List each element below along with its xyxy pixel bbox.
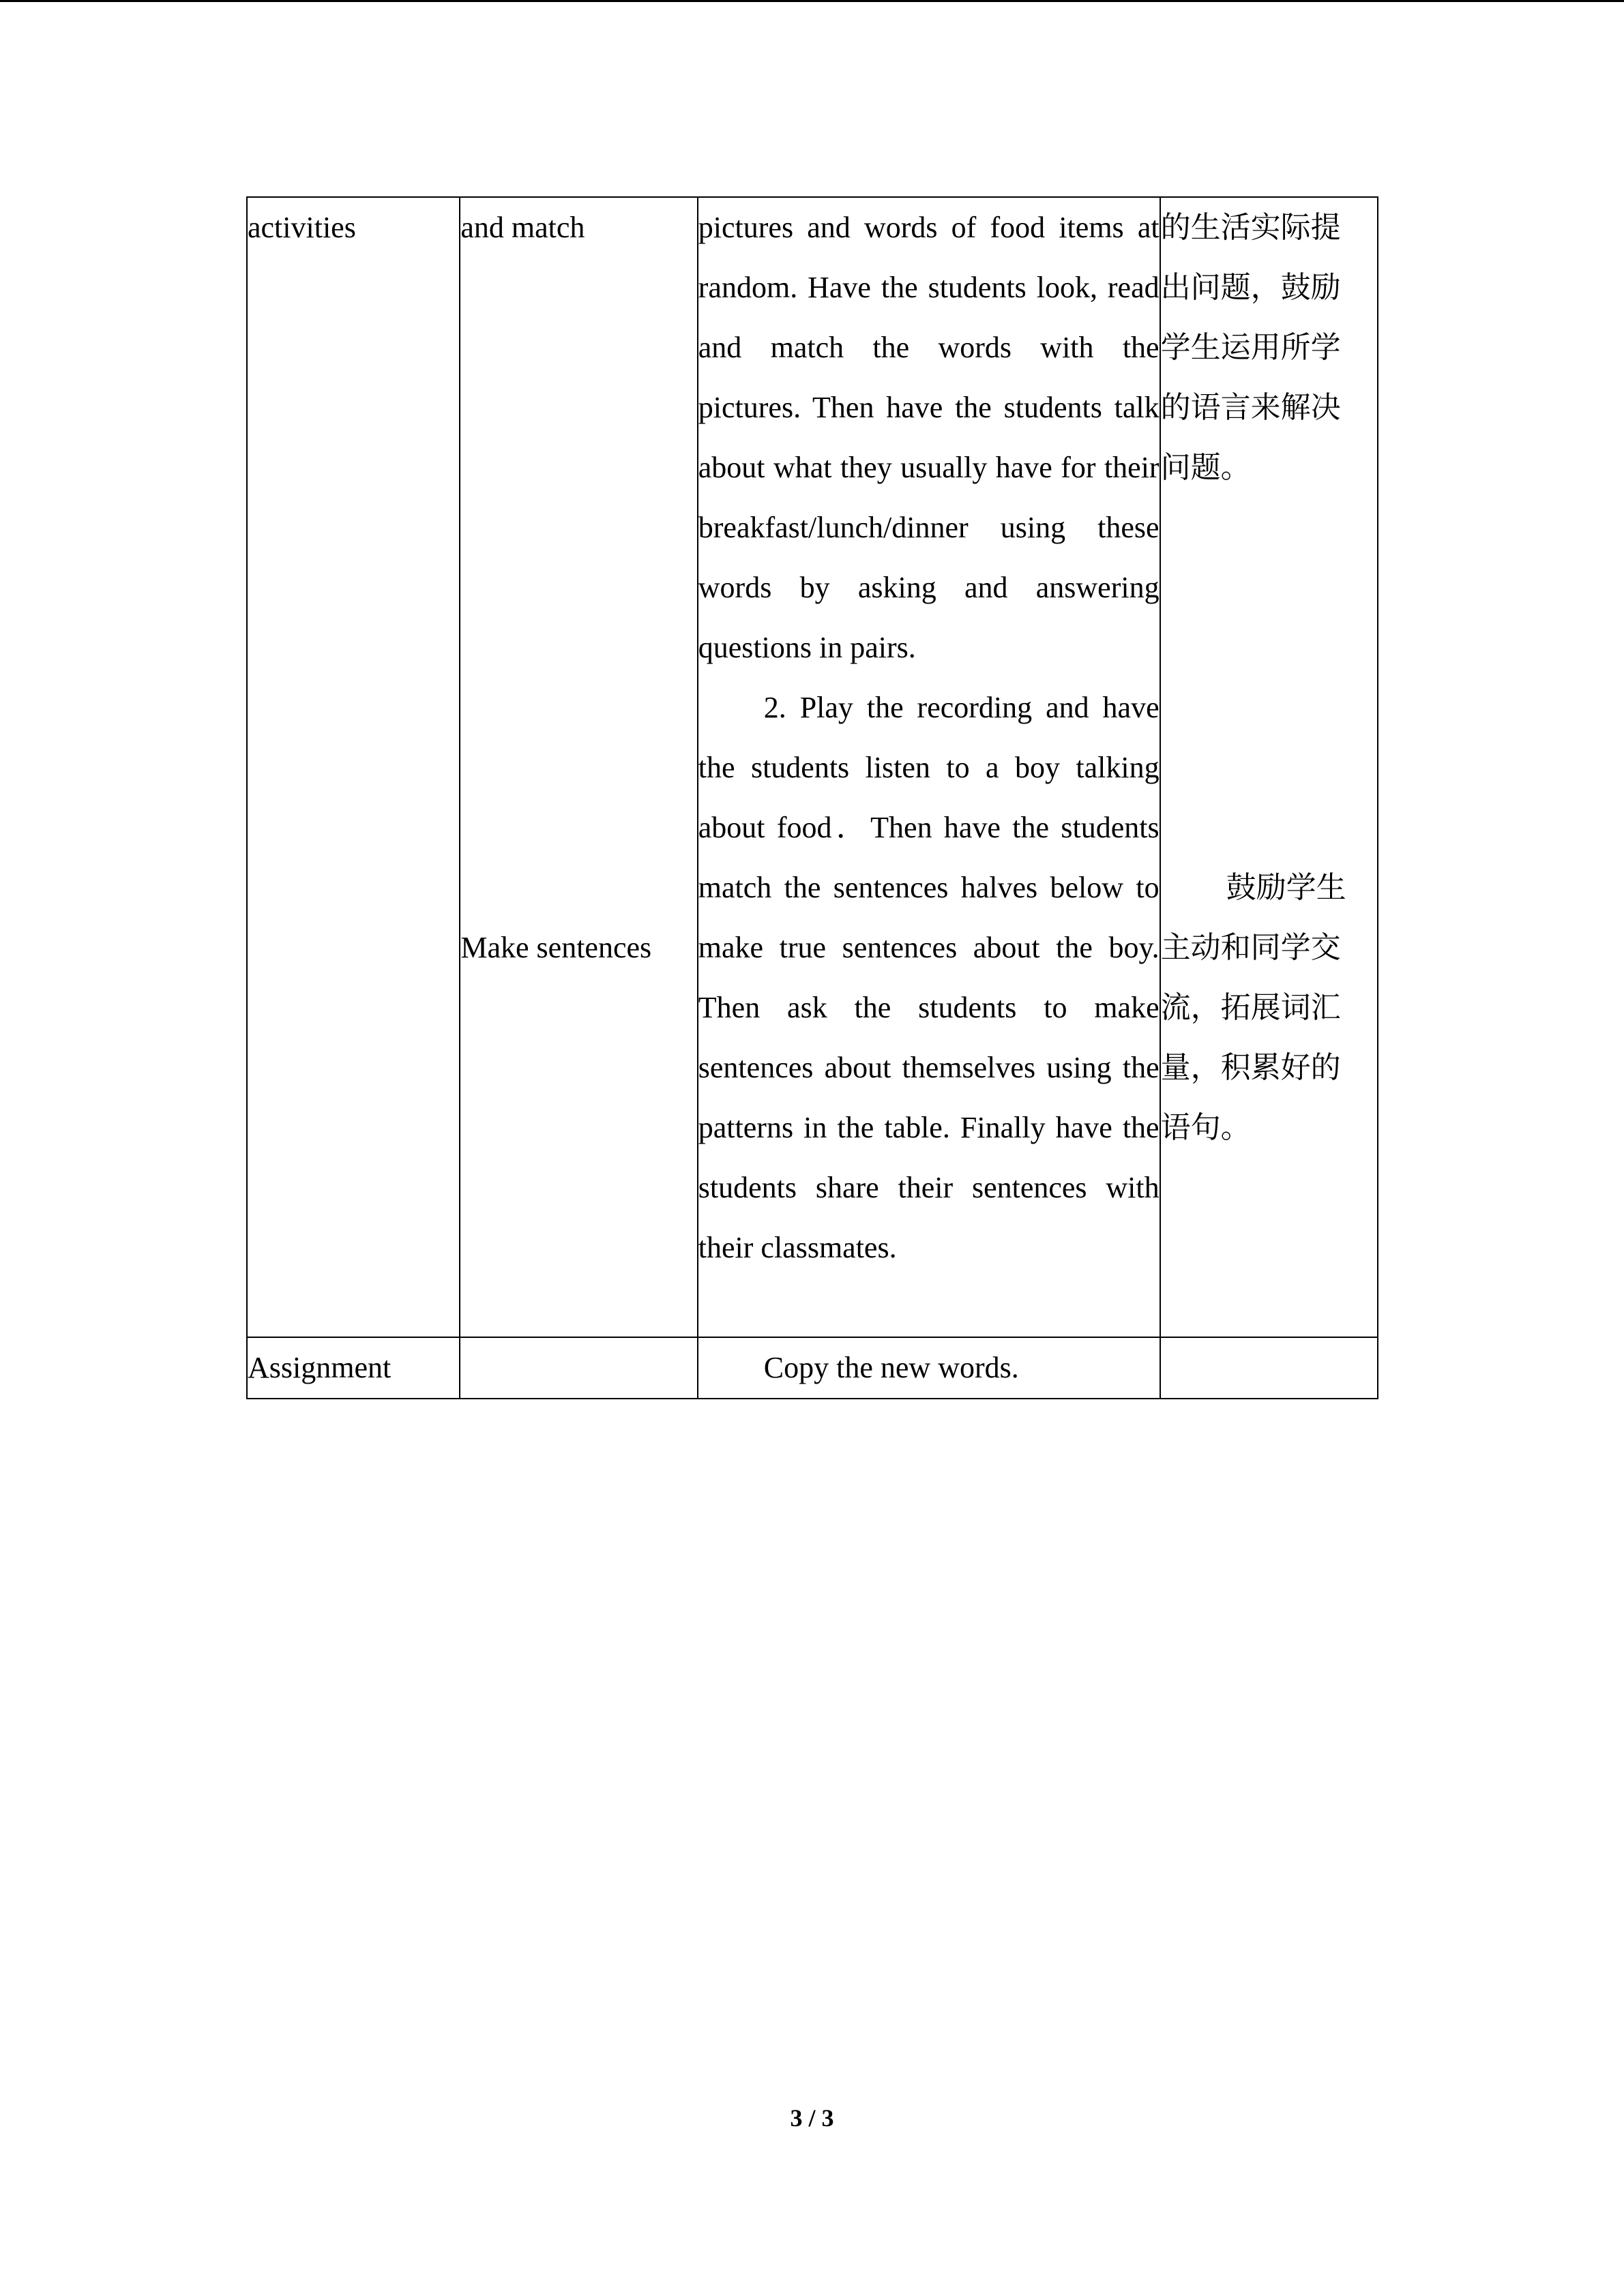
- table-row: [247, 1337, 1378, 1399]
- stage-cell: [247, 197, 460, 1337]
- assignment-label: Assignment: [248, 1351, 392, 1384]
- procedure-cell: [698, 197, 1160, 1337]
- step-label-second: Make sentences: [460, 931, 652, 964]
- page-top-border: [0, 0, 1624, 2]
- purpose-cell: [1160, 1337, 1378, 1399]
- purpose-text-first: 的生活实际提出问题，鼓励学生运用所学的语言来解决问题。: [1160, 210, 1341, 485]
- table-row: [247, 197, 1378, 1337]
- procedure-paragraph-2: 2. Play the recording and have the students listen to a boy talking about food．Then have the students match the sentences halves below to make true sentences about the boy. Then ask the students to make sentences about themselves using the patterns in the table. Finally have the students share their sentences with their classmates.: [698, 691, 1160, 1264]
- purpose-text-second: 鼓励学生主动和同学交流，拓展词汇量，积累好的语句。: [1160, 870, 1346, 1145]
- procedure-cell: [698, 1337, 1160, 1399]
- purpose-cell: [1160, 197, 1378, 1337]
- procedure-paragraph-1: pictures and words of food items at random. Have the students look, read and match the words with the pictures. Then have the students talk about what they usually have for their breakfast/lunch/dinner using these words by asking and answering questions in pairs.: [698, 211, 1160, 664]
- stage-cell: [247, 1337, 460, 1399]
- step-cell: [460, 197, 697, 1337]
- lesson-plan-table: [246, 196, 1378, 1399]
- stage-label: activities: [248, 211, 356, 244]
- step-cell: [460, 1337, 697, 1399]
- step-label-first: and match: [460, 211, 585, 244]
- page-number: 3 / 3: [790, 2104, 834, 2132]
- assignment-procedure: Copy the new words.: [763, 1351, 1019, 1384]
